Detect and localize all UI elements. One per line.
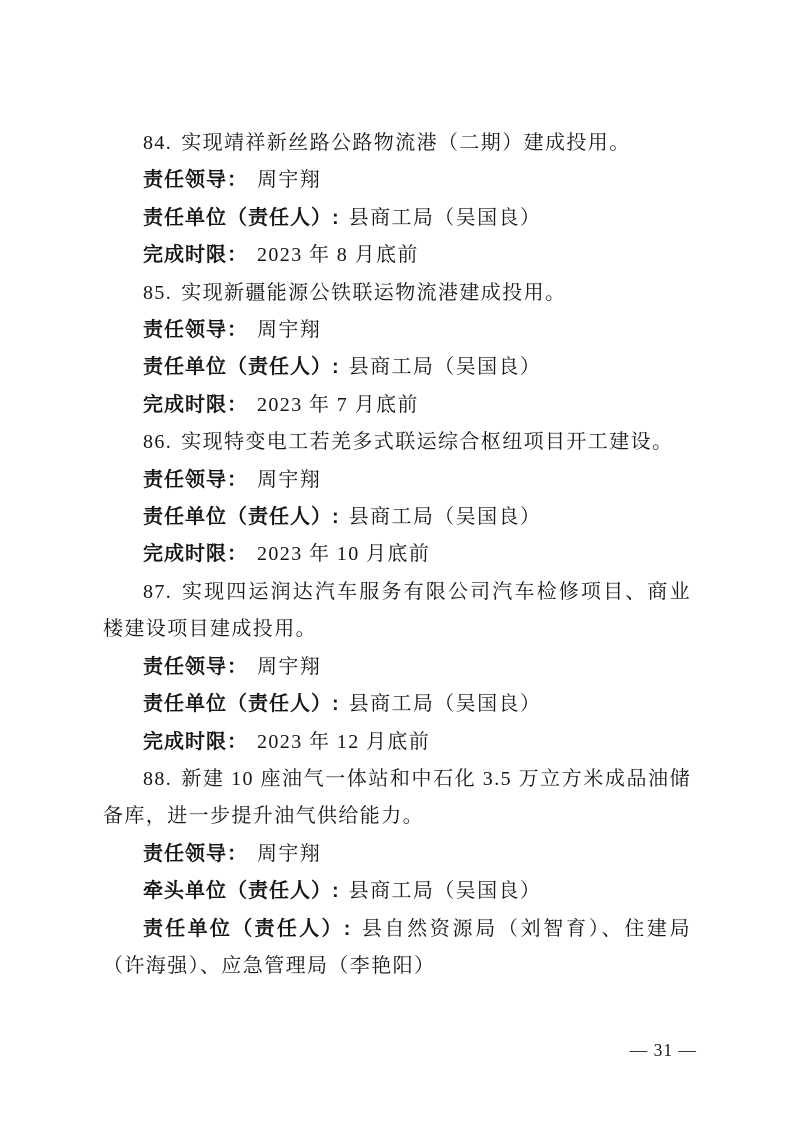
task-title <box>103 424 691 461</box>
field-value: 县商工局（吴国良） <box>348 693 542 716</box>
field-responsible-leader <box>103 312 691 349</box>
field-label: 责任领导： <box>143 842 248 865</box>
field-lead-unit <box>103 873 691 910</box>
task-number: 88. <box>143 767 173 790</box>
field-label: 完成时限： <box>143 244 248 267</box>
field-responsible-unit <box>103 686 691 723</box>
field-label: 责任领导： <box>143 468 248 491</box>
field-value: 周宇翔 <box>257 842 322 865</box>
field-label: 完成时限： <box>143 730 248 753</box>
field-label: 责任单位（责任人）: <box>143 917 352 940</box>
field-label: 责任领导： <box>143 169 248 192</box>
field-value: 周宇翔 <box>257 169 322 192</box>
document-body <box>103 125 691 985</box>
field-responsible-unit <box>103 499 691 536</box>
field-deadline <box>103 237 691 274</box>
task-title-text: 新建 10 座油气一体站和中石化 3.5 万立方米成品油储备库，进一步提升油气供给能力。 <box>103 767 691 828</box>
task-title-text: 实现特变电工若羌多式联运综合枢纽项目开工建设。 <box>181 431 674 454</box>
task-item-86 <box>103 424 691 574</box>
field-value: 2023 年 7 月底前 <box>257 393 419 416</box>
task-title-text: 实现靖祥新丝路公路物流港（二期）建成投用。 <box>181 132 631 154</box>
field-value: 周宇翔 <box>257 319 322 342</box>
field-value: 县自然资源局（刘智育）、住建局（许海强）、应急管理局（李艳阳） <box>103 917 692 977</box>
field-value: 2023 年 10 月底前 <box>257 543 431 566</box>
task-number: 87. <box>143 580 173 603</box>
task-item-85 <box>103 275 691 425</box>
field-deadline <box>103 387 691 424</box>
field-value: 县商工局（吴国良） <box>348 506 542 529</box>
field-responsible-unit <box>103 911 691 986</box>
field-responsible-unit <box>103 200 691 237</box>
field-responsible-leader <box>103 162 691 199</box>
field-value: 县商工局（吴国良） <box>348 880 542 903</box>
field-deadline <box>103 724 691 761</box>
field-responsible-unit <box>103 349 691 386</box>
field-value: 县商工局（吴国良） <box>348 356 542 379</box>
field-value: 县商工局（吴国良） <box>348 206 542 229</box>
page-number: — 31 — <box>629 1040 697 1060</box>
task-title <box>103 574 691 649</box>
task-title <box>103 761 691 836</box>
field-deadline <box>103 536 691 573</box>
field-label: 完成时限： <box>143 543 248 566</box>
field-responsible-leader <box>103 649 691 686</box>
field-label: 责任单位（责任人）: <box>143 693 340 716</box>
task-item-84 <box>103 125 691 275</box>
field-value: 2023 年 12 月底前 <box>257 730 431 753</box>
task-title-text: 实现新疆能源公铁联运物流港建成投用。 <box>181 281 567 304</box>
field-label: 责任领导： <box>143 319 248 342</box>
field-responsible-leader <box>103 836 691 873</box>
field-label: 责任单位（责任人）: <box>143 356 340 379</box>
field-label: 责任单位（责任人）: <box>143 206 340 229</box>
task-title-text: 实现四运润达汽车服务有限公司汽车检修项目、商业楼建设项目建成投用。 <box>103 580 691 641</box>
field-label: 责任单位（责任人）: <box>143 506 340 529</box>
task-item-88 <box>103 761 691 985</box>
field-value: 周宇翔 <box>257 468 322 491</box>
field-label: 责任领导： <box>143 655 248 678</box>
task-title <box>103 125 691 162</box>
field-responsible-leader <box>103 462 691 499</box>
field-label: 完成时限： <box>143 393 248 416</box>
task-number: 84. <box>143 132 173 154</box>
field-label: 牵头单位（责任人）: <box>143 880 340 903</box>
field-value: 周宇翔 <box>257 655 322 678</box>
field-value: 2023 年 8 月底前 <box>257 244 419 267</box>
task-number: 86. <box>143 431 173 454</box>
task-title <box>103 275 691 312</box>
task-number: 85. <box>143 281 173 304</box>
task-item-87 <box>103 574 691 761</box>
